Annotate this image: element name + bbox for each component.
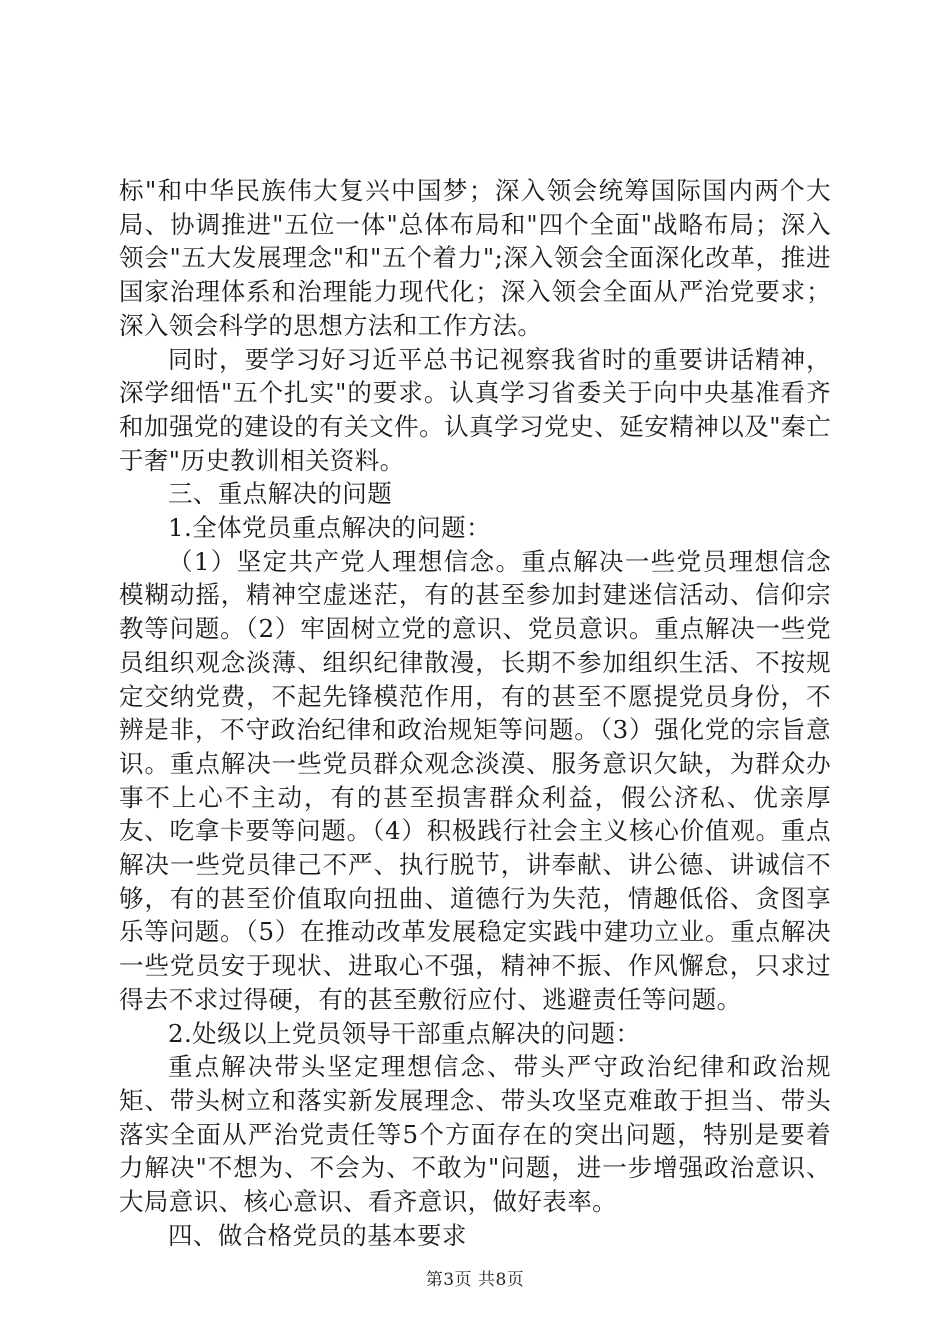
- paragraph-member-problems: （1）坚定共产党人理想信念。重点解决一些党员理想信念模糊动摇，精神空虚迷茫，有的甚至参加封建迷信活动、信仰宗教等问题。（2）牢固树立党的意识、党员意识。重点解决一些党员组织观念淡薄、组织纪律散漫，长期不参加组织生活、不按规定交纳党费，不起先锋模范作用，有的甚至不愿提党员身份，不辨是非，不守政治纪律和政治规矩等问题。（3）强化党的宗旨意识。重点解决一些党员群众观念淡漠、服务意识欠缺，为群众办事不上心不主动，有的甚至损害群众利益，假公济私、优亲厚友、吃拿卡要等问题。（4）积极践行社会主义核心价值观。重点解决一些党员律己不严、执行脱节，讲奉献、讲公德、讲诚信不够，有的甚至价值取向扭曲、道德行为失范，情趣低俗、贪图享乐等问题。（5）在推动改革发展稳定实践中建功立业。重点解决一些党员安于现状、进取心不强，精神不振、作风懈怠，只求过得去不求过得硬，有的甚至敷衍应付、逃避责任等问题。: [119, 546, 831, 1014]
- page-footer: 第3页 共8页: [425, 1270, 525, 1290]
- subheading-leaders: 2.处级以上党员领导干部重点解决的问题：: [168, 1018, 641, 1048]
- section-heading-requirements: 四、做合格党员的基本要求: [168, 1220, 467, 1250]
- paragraph-leader-problems: 重点解决带头坚定理想信念、带头严守政治纪律和政治规矩、带头树立和落实新发展理念、带头攻坚克难敢于担当、带头落实全面从严治党责任等5个方面存在的突出问题，特别是要着力解决"不想为、不会为、不敢为"问题，进一步增强政治意识、大局意识、核心意识、看齐意识，做好表率。: [119, 1052, 831, 1217]
- subheading-all-members: 1.全体党员重点解决的问题：: [168, 513, 491, 543]
- paragraph-continuation: 标"和中华民族伟大复兴中国梦；深入领会统筹国际国内两个大局、协调推进"五位一体"总体布局和"四个全面"战略布局；深入领会"五大发展理念"和"五个着力";深入领会全面深化改革，推进国家治理体系和治理能力现代化；深入领会全面从严治党要求；深入领会科学的思想方法和工作方法。: [119, 176, 831, 340]
- section-heading-problems: 三、重点解决的问题: [168, 479, 393, 509]
- document-body: [119, 174, 831, 1253]
- paragraph-study-speech: 同时，要学习好习近平总书记视察我省时的重要讲话精神，深学细悟"五个扎实"的要求。认真学习省委关于向中央基准看齐和加强党的建设的有关文件。认真学习党史、延安精神以及"秦亡于奢"历史教训相关资料。: [119, 344, 831, 475]
